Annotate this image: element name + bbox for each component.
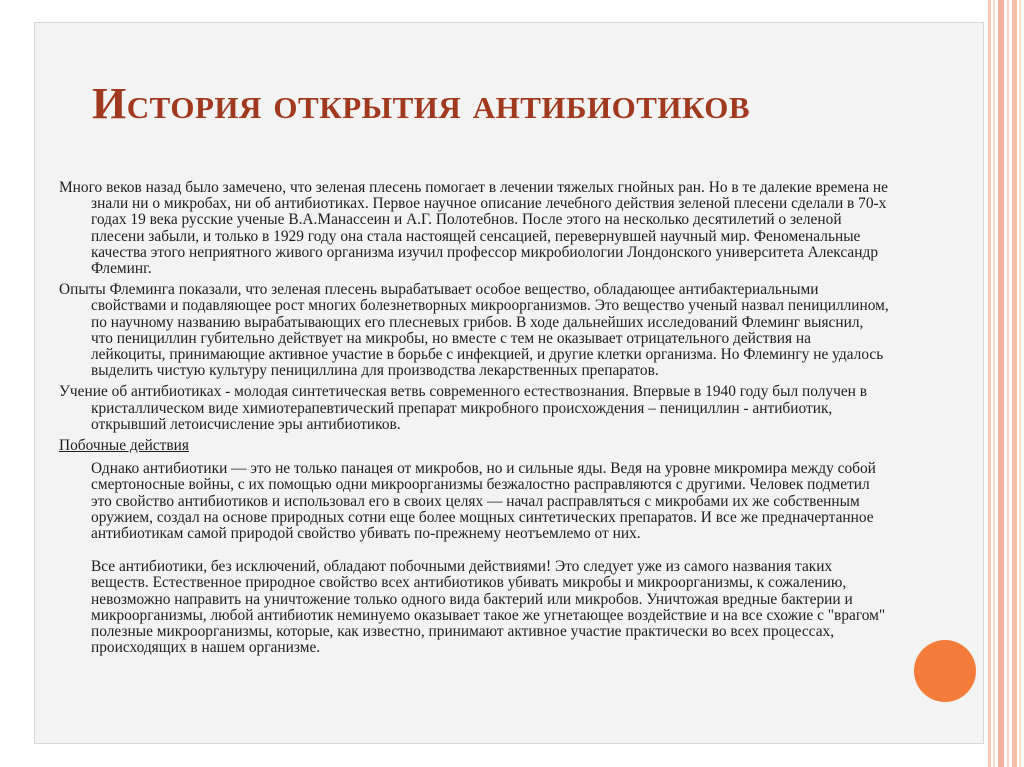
sub-paragraph: Однако антибиотики — это не только панацея от микробов, но и сильные яды. Ведя на уровне микромира между собой смертоносные войны, с их помощью одни микроорганизмы безжалостно расправляются с другими. Человек подметил это свойство антибиотиков и использовал его в своих целях — начал расправляться с микробами их же собственным оружием, создал на основе природных сотни еще более мощных синтетических препаратов. И все же предначертанное антибиотикам самой природой свойство убивать по-прежнему неотъемлемо от них. bbox=[91, 460, 876, 543]
paragraph: Учение об антибиотиках - молодая синтетическая ветвь современного естествознания. Впервые в 1940 году был получен в кристаллическом виде химиотерапевтический препарат микробного происхождения – пенициллин - антибиотик, открывший летоисчисление эры антибиотиков. bbox=[59, 383, 868, 433]
decor-stripe bbox=[1007, 0, 1009, 767]
paragraph: Опыты Флеминга показали, что зеленая плесень вырабатывает особое вещество, обладающее антибактериальными свойствами и подавляющее рост многих болезнетворных микроорганизмов. Это вещество ученый назвал пенициллином, по научному названию вырабатывающих его плесневых грибов. В ходе дальнейших исследований Флеминг выяснил, что пенициллин губительно действует на микробы, но вместе с тем не оказывает отрицательного действия на лейкоциты, принимающие активное участие в борьбе с инфекцией, и другие клетки организма. Но Флемингу не удалось выделить чистую культуру пенициллина для производства лекарственных препаратов. bbox=[59, 281, 889, 380]
decor-stripe bbox=[988, 0, 991, 767]
sub-paragraph: Все антибиотики, без исключений, обладают побочными действиями! Это следует уже из самого названия таких веществ. Естественное природное свойство всех антибиотиков убивать микробы и микроорганизмы, к сожалению, невозможно направить на уничтожение только одного вида бактерий или микробов. Уничтожая вредные бактерии и микроорганизмы, любой антибиотик неминуемо оказывает такое же угнетающее воздействие и на все схожие с "врагом" полезные микроорганизмы, которые, как известно, принимают активное участие практически во всех процессах, происходящих в нашем организме. bbox=[91, 558, 886, 657]
decor-stripe bbox=[1012, 0, 1017, 767]
decor-circle bbox=[914, 640, 976, 702]
slide-title: История открытия антибиотиков bbox=[92, 79, 751, 128]
paragraph: Много веков назад было замечено, что зеленая плесень помогает в лечении тяжелых гнойных ран. Но в те далекие времена не знали ни о микробах, ни об антибиотиках. Первое научное описание лечебного действия зеленой плесени сделали в 70-х годах 19 века русские ученые В.А.Манассеин и А.Г. Полотебнов. После этого на несколько десятилетий о зеленой плесени забыли, и только в 1929 году она стала настоящей сенсацией, перевернувшей научный мир. Феноменальные качества этого неприятного живого организма изучил профессор микробиологии Лондонского университета Александр Флеминг. bbox=[59, 179, 888, 278]
decor-stripe bbox=[998, 0, 1004, 767]
decor-stripe bbox=[993, 0, 995, 767]
slide-body bbox=[59, 180, 889, 673]
section-heading: Побочные действия bbox=[59, 437, 189, 455]
decor-stripe bbox=[1019, 0, 1021, 767]
